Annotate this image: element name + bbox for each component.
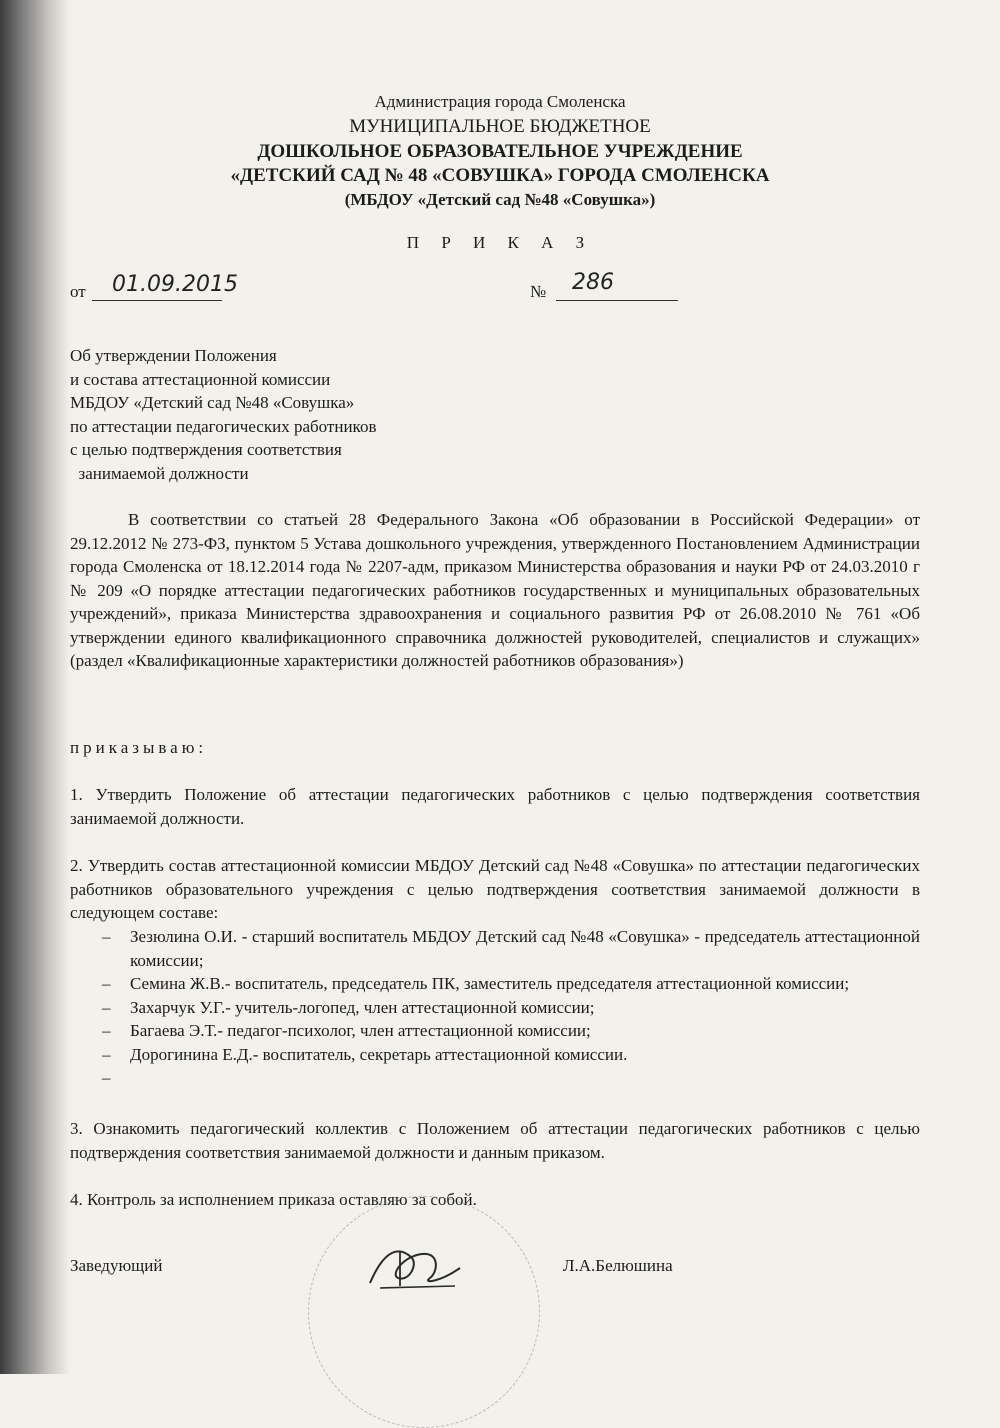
list-item	[70, 972, 920, 996]
order-word: приказываю:	[70, 738, 208, 757]
list-item	[70, 925, 920, 972]
list-item	[70, 1019, 920, 1043]
list-item	[70, 1043, 920, 1067]
list-dash: –	[102, 927, 111, 946]
handwritten-signature	[360, 1238, 470, 1298]
order-subject	[70, 344, 376, 485]
document-type-title: П Р И К А З	[406, 233, 594, 252]
list-dash: –	[102, 1021, 111, 1040]
header-administration: Администрация города Смоленска	[374, 92, 626, 111]
member-text: Захарчук У.Г.- учитель-логопед, член аттестационной комиссии;	[130, 997, 595, 1017]
preamble-paragraph: В соответствии со статьей 28 Федерального Закона «Об образовании в Российской Федерации» от 29.12.2012 № 273-ФЗ, пунктом 5 Устава дошкольного учреждения, утвержденного Постановлением Администрации города Смоленска от 18.12.2014 года № 2207-адм, приказом Министерства образования и науки РФ от 24.03.2010 г № 209 «О порядке аттестации педагогических работников государственных и муниципальных образовательных учреждений», приказа Министерства здравоохранения и социального развития РФ от 26.08.2010 № 761 «Об утверждении единого квалификационного справочника должностей руководителей, специалистов и служащих» (раздел «Квалификационные характеристики должностей работников образования»)	[70, 510, 920, 670]
handwritten-number: 286	[572, 270, 614, 295]
stamp-seal	[308, 1196, 540, 1428]
list-dash: –	[102, 1044, 111, 1064]
list-dash: –	[102, 1068, 111, 1087]
handwritten-date: 01.09.2015	[112, 272, 238, 297]
subject-line: по аттестации педагогических работников	[70, 416, 377, 436]
number-underline	[556, 300, 678, 301]
commission-members-list	[70, 925, 920, 1090]
item-2: 2. Утвердить состав аттестационной комиссии МБДОУ Детский сад №48 «Совушка» по аттестации педагогических работников образовательного учреждения с целью подтверждения соответствия занимаемой должности в следующем составе:	[70, 856, 920, 922]
list-item	[70, 1066, 920, 1090]
number-label: №	[530, 282, 547, 301]
subject-line: и состава аттестационной комиссии	[70, 369, 331, 389]
subject-line: занимаемой должности	[70, 463, 249, 483]
subject-line: МБДОУ «Детский сад №48 «Совушка»	[70, 393, 355, 412]
item-4: 4. Контроль за исполнением приказа оставляю за собой.	[70, 1190, 477, 1209]
subject-line: Об утверждении Положения	[70, 346, 277, 365]
signatory-position: Заведующий	[70, 1256, 163, 1275]
header-line-3: «ДЕТСКИЙ САД № 48 «СОВУШКА» ГОРОДА СМОЛЕНСКА	[230, 165, 770, 186]
date-label: от	[70, 282, 86, 301]
list-dash: –	[102, 974, 111, 993]
member-text: Багаева Э.Т.- педагог-психолог, член аттестационной комиссии;	[130, 1021, 591, 1040]
header-line-2: ДОШКОЛЬНОЕ ОБРАЗОВАТЕЛЬНОЕ УЧРЕЖДЕНИЕ	[257, 141, 743, 162]
member-text: Семина Ж.В.- воспитатель, председатель ПК, заместитель председателя аттестационной комиссии;	[130, 974, 850, 993]
member-text: Дорогинина Е.Д.- воспитатель, секретарь аттестационной комиссии.	[130, 1044, 628, 1064]
subject-line: с целью подтверждения соответствия	[70, 440, 342, 459]
item-1: 1. Утвердить Положение об аттестации педагогических работников с целью подтверждения соответствия занимаемой должности.	[70, 785, 920, 828]
member-text: Зезюлина О.И. - старший воспитатель МБДОУ Детский сад №48 «Совушка» - председатель аттестационной комиссии;	[130, 927, 920, 970]
header-line-4: (МБДОУ «Детский сад №48 «Совушка»)	[344, 190, 656, 209]
list-item	[70, 996, 920, 1020]
list-dash: –	[102, 997, 111, 1017]
item-3: 3. Ознакомить педагогический коллектив с Положением об аттестации педагогических работников с целью подтверждения соответствия занимаемой должности и данным приказом.	[70, 1119, 920, 1162]
signatory-name: Л.А.Белюшина	[563, 1256, 673, 1275]
date-underline	[92, 300, 222, 301]
header-line-1: МУНИЦИПАЛЬНОЕ БЮДЖЕТНОЕ	[349, 116, 651, 137]
